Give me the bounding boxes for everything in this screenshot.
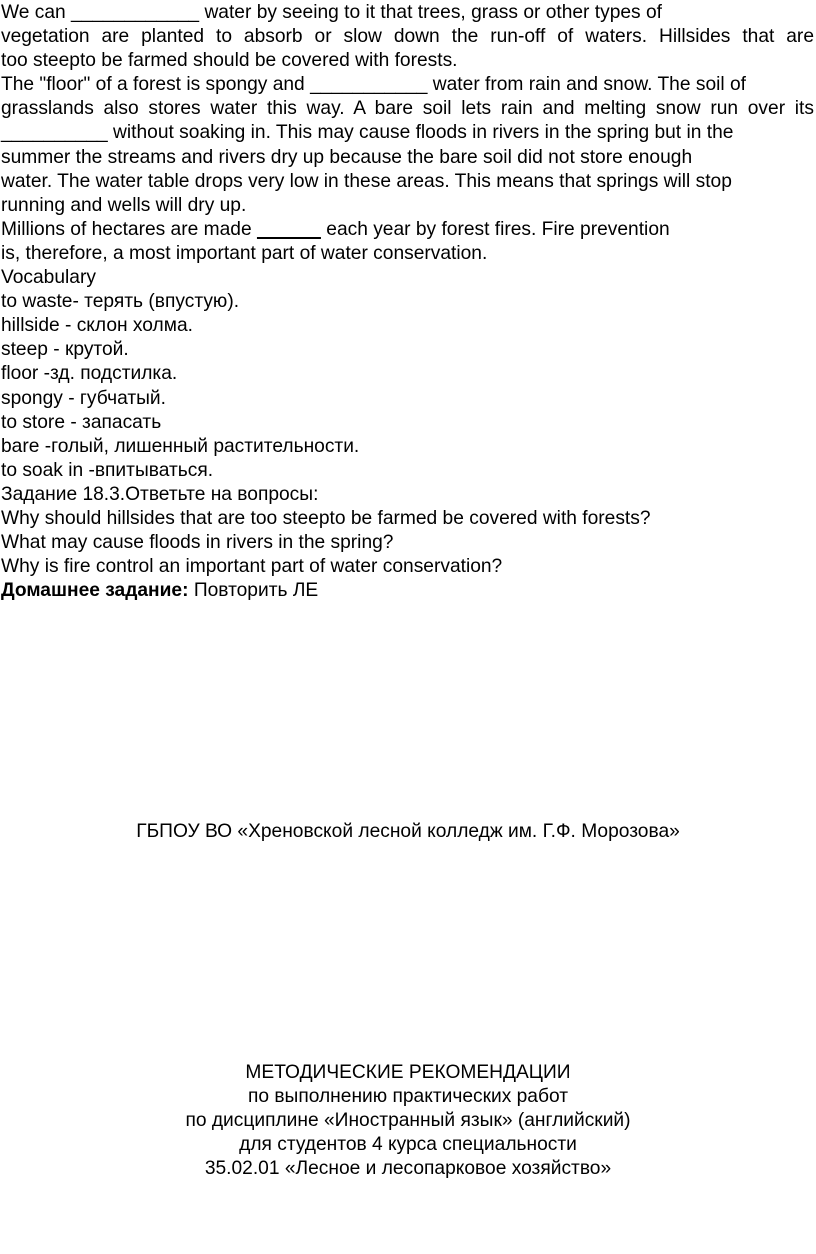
vocabulary-item: to waste- терять (впустую). <box>1 291 240 313</box>
title-line: 35.02.01 «Лесное и лесопарковое хозяйство» <box>204 1158 612 1180</box>
vocabulary-item: bare -голый, лишенный растительности. <box>1 435 360 457</box>
title-line: по выполнению практических работ <box>247 1086 569 1108</box>
homework-line <box>1 579 814 603</box>
text-run: water by seeing to it that trees, grass or other types of <box>199 2 662 23</box>
paragraph3-line2: is, therefore, a most important part of water conservation. <box>1 242 488 264</box>
text-run: We can <box>1 2 72 23</box>
college-name: ГБПОУ ВО «Хреновской лесной колледж им. Г.Ф. Морозова» <box>136 821 680 842</box>
paragraph3-line1 <box>1 218 814 242</box>
text-run: water from rain and snow. The soil of <box>427 74 746 96</box>
blank-field: ____________ <box>71 2 200 23</box>
paragraph2-line5: water. The water table drops very low in these areas. This means that springs will stop <box>1 170 732 192</box>
blank-field: ___________ <box>310 74 428 96</box>
vocabulary-heading: Vocabulary <box>1 267 96 289</box>
task-question: Why should hillsides that are too steepto be farmed be covered with forests? <box>1 507 651 529</box>
paragraph2-line4: summer the streams and rivers dry up because the bare soil did not store enough <box>1 146 693 168</box>
paragraph2-line2: grasslands also stores water this way. A bare soil lets rain and melting snow run over its <box>1 98 814 120</box>
homework-text: Повторить ЛЕ <box>188 580 319 602</box>
task-question: Why is fire control an important part of water conservation? <box>1 556 503 578</box>
underlined-blank <box>257 219 321 240</box>
paragraph1-line2: vegetation are planted to absorb or slow down the run-off of waters. Hillsides that are <box>1 26 814 48</box>
title-line: для студентов 4 курса специальности <box>239 1134 577 1156</box>
vocabulary-item: spongy - губчатый. <box>1 387 166 409</box>
paragraph2-line3 <box>1 121 814 145</box>
paragraph2-line1 <box>1 73 814 97</box>
homework-label: Домашнее задание: <box>1 580 189 602</box>
vocabulary-item: floor -зд. подстилка. <box>1 363 178 385</box>
vocabulary-item: steep - крутой. <box>1 339 129 361</box>
vocabulary-item: hillside - склон холма. <box>1 315 193 337</box>
paragraph1-line1 <box>1 1 814 25</box>
title-line: по дисциплине «Иностранный язык» (английский) <box>185 1110 631 1132</box>
text-run: The "floor" of a forest is spongy and <box>1 74 311 96</box>
vocabulary-item: to store - запасать <box>1 411 162 433</box>
task-question: What may cause floods in rivers in the spring? <box>1 532 394 554</box>
task-heading: Задание 18.3.Ответьте на вопросы: <box>1 483 319 505</box>
paragraph2-line6: running and wells will dry up. <box>1 194 247 216</box>
title-line: МЕТОДИЧЕСКИЕ РЕКОМЕНДАЦИИ <box>245 1062 571 1083</box>
text-run: without soaking in. This may cause floods in rivers in the spring but in the <box>107 122 734 144</box>
title-block <box>0 1061 816 1181</box>
text-run: Millions of hectares are made <box>1 218 257 240</box>
text-run: each year by forest fires. Fire prevention <box>320 218 670 240</box>
exercise-text <box>1 1 814 603</box>
vocabulary-item: to soak in -впитываться. <box>1 459 214 481</box>
blank-field: __________ <box>1 122 108 144</box>
paragraph1-line3: too steepto be farmed should be covered with forests. <box>1 50 458 72</box>
